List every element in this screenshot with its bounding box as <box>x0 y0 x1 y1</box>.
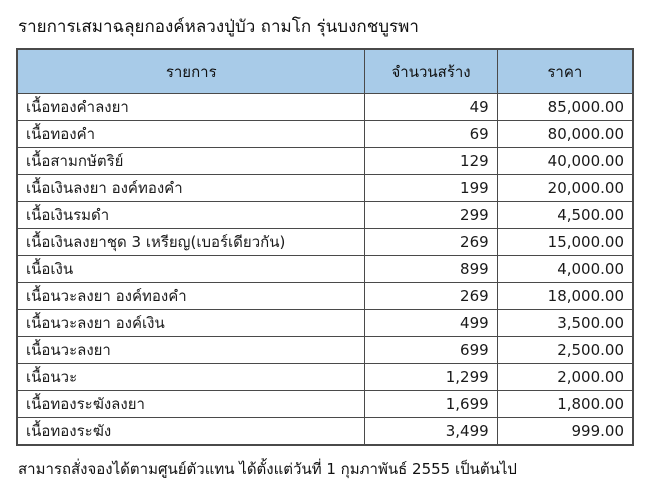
price-table-container <box>16 48 634 446</box>
table-row <box>18 229 633 256</box>
column-header-quantity: จำนวนสร้าง <box>365 50 497 94</box>
table-header-row <box>18 50 633 94</box>
cell-item: เนื้อนวะ <box>18 364 365 391</box>
cell-price: 80,000.00 <box>497 121 632 148</box>
cell-quantity: 49 <box>365 94 497 121</box>
cell-price: 15,000.00 <box>497 229 632 256</box>
cell-quantity: 1,699 <box>365 391 497 418</box>
cell-quantity: 269 <box>365 229 497 256</box>
cell-price: 1,800.00 <box>497 391 632 418</box>
footer-note: สามารถสั่งจองได้ตามศูนย์ตัวแทน ได้ตั้งแต่วันที่ 1 กุมภาพันธ์ 2555 เป็นต้นไป <box>18 460 517 478</box>
cell-item: เนื้อทองคำลงยา <box>18 94 365 121</box>
cell-quantity: 499 <box>365 310 497 337</box>
table-row <box>18 283 633 310</box>
table-row <box>18 337 633 364</box>
table-row <box>18 310 633 337</box>
column-header-item: รายการ <box>18 50 365 94</box>
cell-item: เนื้อสามกษัตริย์ <box>18 148 365 175</box>
cell-price: 40,000.00 <box>497 148 632 175</box>
cell-quantity: 69 <box>365 121 497 148</box>
cell-price: 999.00 <box>497 418 632 445</box>
cell-item: เนื้อนวะลงยา องค์ทองคำ <box>18 283 365 310</box>
cell-price: 3,500.00 <box>497 310 632 337</box>
cell-price: 4,000.00 <box>497 256 632 283</box>
cell-quantity: 269 <box>365 283 497 310</box>
cell-quantity: 3,499 <box>365 418 497 445</box>
table-body <box>18 94 633 445</box>
cell-item: เนื้อทองระฆัง <box>18 418 365 445</box>
table-row <box>18 418 633 445</box>
table-row <box>18 391 633 418</box>
cell-quantity: 299 <box>365 202 497 229</box>
cell-quantity: 129 <box>365 148 497 175</box>
table-row <box>18 364 633 391</box>
cell-item: เนื้อเงินลงยาชุด 3 เหรียญ(เบอร์เดียวกัน) <box>18 229 365 256</box>
cell-item: เนื้อเงินลงยา องค์ทองคำ <box>18 175 365 202</box>
table-row <box>18 148 633 175</box>
cell-item: เนื้อทองระฆังลงยา <box>18 391 365 418</box>
cell-price: 85,000.00 <box>497 94 632 121</box>
cell-price: 20,000.00 <box>497 175 632 202</box>
table-row <box>18 94 633 121</box>
cell-price: 18,000.00 <box>497 283 632 310</box>
cell-price: 4,500.00 <box>497 202 632 229</box>
cell-item: เนื้อทองคำ <box>18 121 365 148</box>
page-title: รายการเสมาฉลุยกองค์หลวงปู่บัว ถามโก รุ่นบงกชบูรพา <box>18 17 419 37</box>
table-row <box>18 175 633 202</box>
cell-quantity: 1,299 <box>365 364 497 391</box>
cell-item: เนื้อเงินรมดำ <box>18 202 365 229</box>
cell-price: 2,000.00 <box>497 364 632 391</box>
table-row <box>18 256 633 283</box>
table-row <box>18 121 633 148</box>
cell-item: เนื้อเงิน <box>18 256 365 283</box>
table-header <box>18 50 633 94</box>
cell-price: 2,500.00 <box>497 337 632 364</box>
table-row <box>18 202 633 229</box>
cell-quantity: 199 <box>365 175 497 202</box>
cell-item: เนื้อนวะลงยา องค์เงิน <box>18 310 365 337</box>
price-table <box>17 49 633 445</box>
cell-item: เนื้อนวะลงยา <box>18 337 365 364</box>
cell-quantity: 699 <box>365 337 497 364</box>
cell-quantity: 899 <box>365 256 497 283</box>
column-header-price: ราคา <box>497 50 632 94</box>
